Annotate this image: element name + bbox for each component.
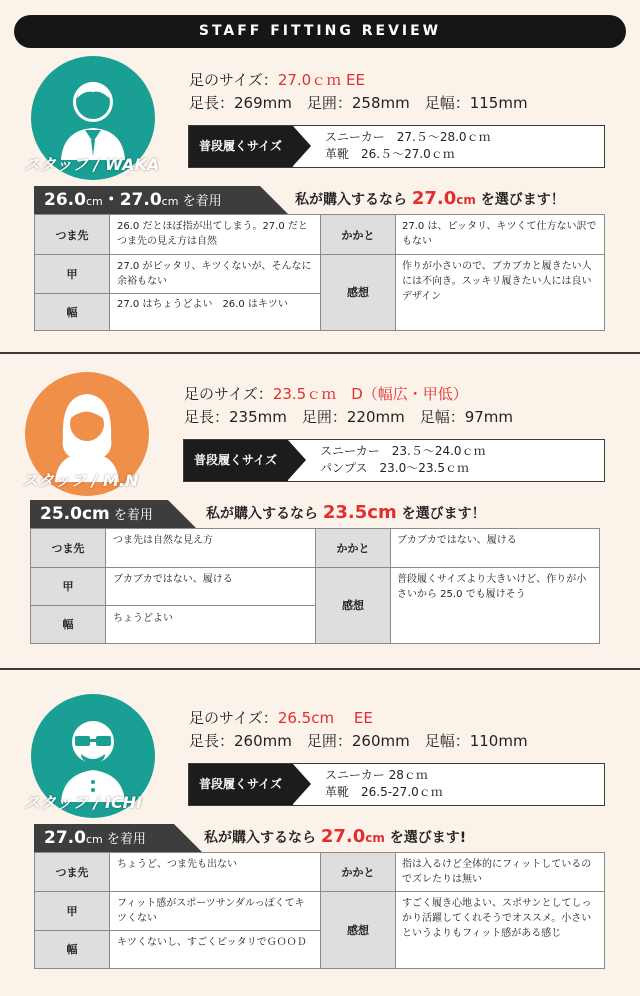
toe-comment: つま先は自然な見え方	[113, 535, 213, 546]
row-divider	[35, 254, 320, 255]
row-label-instep: 甲	[31, 567, 106, 605]
fitting-table	[34, 214, 605, 331]
row-divider	[35, 293, 320, 294]
usual-size-label: 普段履くサイズ	[189, 126, 293, 167]
row-label-toe: つま先	[35, 215, 110, 254]
purchase-post: を選びます！	[475, 192, 565, 208]
fitting-table	[34, 852, 605, 969]
worn-unit-2: cm	[161, 195, 179, 208]
page-title: STAFF FITTING REVIEW	[14, 15, 626, 48]
usual-size-label: 普段履くサイズ	[184, 440, 288, 481]
worn-size-tab	[34, 824, 174, 852]
purchase-unit: cm	[365, 831, 385, 845]
purchase-pre: 私が購入するなら	[295, 192, 412, 208]
row-label-width: 幅	[35, 293, 110, 330]
worn-unit: cm	[85, 833, 103, 846]
foot-size	[189, 707, 373, 730]
usual-size-values	[325, 767, 443, 801]
worn-suffix: を着用	[109, 508, 153, 523]
foot-size	[184, 383, 468, 406]
heel-comment: 27.0 は、ピッタリ、キツくて仕方ない訳でもない	[402, 221, 597, 247]
row-label-heel: かかと	[321, 215, 396, 254]
toe-comment: 26.0 だとほぼ指が出てしまう。27.0 だとつま先の見え方は自然	[117, 221, 308, 247]
instep-comment: 27.0 がピッタリ、キツくないが、そんなに余裕もない	[117, 261, 312, 287]
purchase-choice	[295, 188, 565, 209]
worn-size: 26.0	[44, 190, 86, 210]
staff-name: スタッフ / ICHI	[24, 793, 143, 812]
usual-size-line: スニーカー 27.５〜28.0ｃｍ	[325, 130, 491, 144]
section-divider	[0, 352, 640, 354]
row-label-instep: 甲	[35, 891, 110, 930]
usual-size-line: パンプス 23.0〜23.5ｃｍ	[320, 461, 469, 475]
staff-name: スタッフ / WAKA	[24, 155, 160, 174]
foot-size-label: 足のサイズ：	[189, 709, 278, 727]
row-divider	[321, 254, 605, 255]
usual-size-box	[188, 125, 605, 168]
row-label-instep: 甲	[35, 254, 110, 293]
worn-separator: ・	[102, 190, 120, 210]
heel-comment: ブカブカではない、履ける	[397, 535, 517, 546]
row-divider	[35, 891, 320, 892]
purchase-size: 27.0	[320, 826, 366, 847]
worn-unit: cm	[85, 195, 103, 208]
purchase-pre: 私が購入するなら	[206, 506, 323, 522]
purchase-choice	[204, 826, 466, 847]
tab-corner	[168, 500, 196, 528]
impression-comment: 作りが小さいので、ブカブカと履きたい人には不向き。スッキリ履きたい人には良いデザイン	[402, 261, 592, 302]
row-label-width: 幅	[35, 930, 110, 968]
usual-size-values	[320, 443, 486, 477]
purchase-post: を選びます！	[396, 506, 486, 522]
width-comment: 27.0 はちょうどよい 26.0 はキツい	[117, 299, 288, 310]
usual-size-line: 革靴 26.５〜27.0ｃｍ	[325, 147, 455, 161]
usual-size-line: スニーカー 23.５〜24.0ｃｍ	[320, 444, 486, 458]
foot-measurements: 足長：235mm 足囲：220mm 足幅：97mm	[184, 408, 514, 426]
width-comment: ちょうどよい	[113, 613, 173, 624]
worn-size-2: 27.0	[119, 190, 162, 210]
purchase-choice	[206, 502, 486, 523]
row-label-heel: かかと	[316, 529, 391, 567]
row-divider	[35, 930, 320, 931]
usual-size-line: スニーカー 28ｃｍ	[325, 768, 428, 782]
row-divider	[316, 567, 600, 568]
foot-size-value: 23.5ｃｍ D（幅広・甲低）	[272, 385, 468, 403]
worn-size: 27.0	[44, 828, 86, 848]
staff-name: スタッフ / M.N	[22, 471, 139, 490]
usual-size-line: 革靴 26.5-27.0ｃｍ	[325, 785, 443, 799]
purchase-post: を選びます!	[384, 830, 467, 846]
row-label-heel: かかと	[321, 853, 396, 891]
width-comment: キツくないし、すごくピッタリでＧＯＯＤ	[117, 937, 307, 948]
section-divider	[0, 668, 640, 670]
arrow-icon	[293, 126, 311, 166]
usual-size-box	[183, 439, 605, 482]
tab-corner	[260, 186, 288, 214]
usual-size-label: 普段履くサイズ	[189, 764, 293, 805]
row-divider	[321, 891, 605, 892]
foot-size-value: 26.5cm EE	[277, 709, 373, 727]
tab-corner	[174, 824, 202, 852]
purchase-pre: 私が購入するなら	[204, 830, 321, 846]
arrow-icon	[288, 440, 306, 480]
row-label-impression: 感想	[316, 567, 391, 643]
worn-size-tab	[30, 500, 168, 528]
purchase-size: 23.5cm	[322, 502, 397, 523]
worn-suffix: を着用	[102, 832, 146, 847]
row-divider	[31, 605, 315, 606]
row-label-toe: つま先	[31, 529, 106, 567]
instep-comment: フィット感がスポーツサンダルっぽくてキツくない	[117, 898, 305, 924]
heel-comment: 指は入るけど全体的にフィットしているのでズレたりは無い	[402, 859, 592, 885]
row-label-impression: 感想	[321, 891, 396, 968]
foot-measurements: 足長：260mm 足囲：260mm 足幅：110mm	[189, 732, 528, 750]
instep-comment: ブカブカではない、履ける	[113, 574, 233, 585]
foot-size	[189, 69, 365, 92]
row-divider	[31, 567, 315, 568]
foot-size-value: 27.0ｃｍ EE	[277, 71, 365, 89]
row-label-toe: つま先	[35, 853, 110, 891]
worn-suffix: を着用	[178, 194, 222, 209]
arrow-icon	[293, 764, 311, 804]
row-label-impression: 感想	[321, 254, 396, 330]
fitting-table	[30, 528, 600, 644]
row-label-width: 幅	[31, 605, 106, 643]
foot-measurements: 足長：269mm 足囲：258mm 足幅：115mm	[189, 94, 528, 112]
impression-comment: 普段履くサイズより大きいけど、作りが小さいから 25.0 でも履けそう	[397, 574, 587, 600]
purchase-size: 27.0	[411, 188, 457, 209]
usual-size-box	[188, 763, 605, 806]
worn-size-tab	[34, 186, 260, 214]
toe-comment: ちょうど、つま先も出ない	[117, 859, 237, 870]
worn-size: 25.0cm	[40, 504, 110, 524]
foot-size-label: 足のサイズ：	[184, 385, 273, 403]
foot-size-label: 足のサイズ：	[189, 71, 278, 89]
impression-comment: すごく履き心地よい、スポサンとしてしっかり活躍してくれそうでオススメ。小さいというよりもフィット感がある感じ	[402, 898, 592, 939]
usual-size-values	[325, 129, 491, 163]
purchase-unit: cm	[456, 193, 476, 207]
